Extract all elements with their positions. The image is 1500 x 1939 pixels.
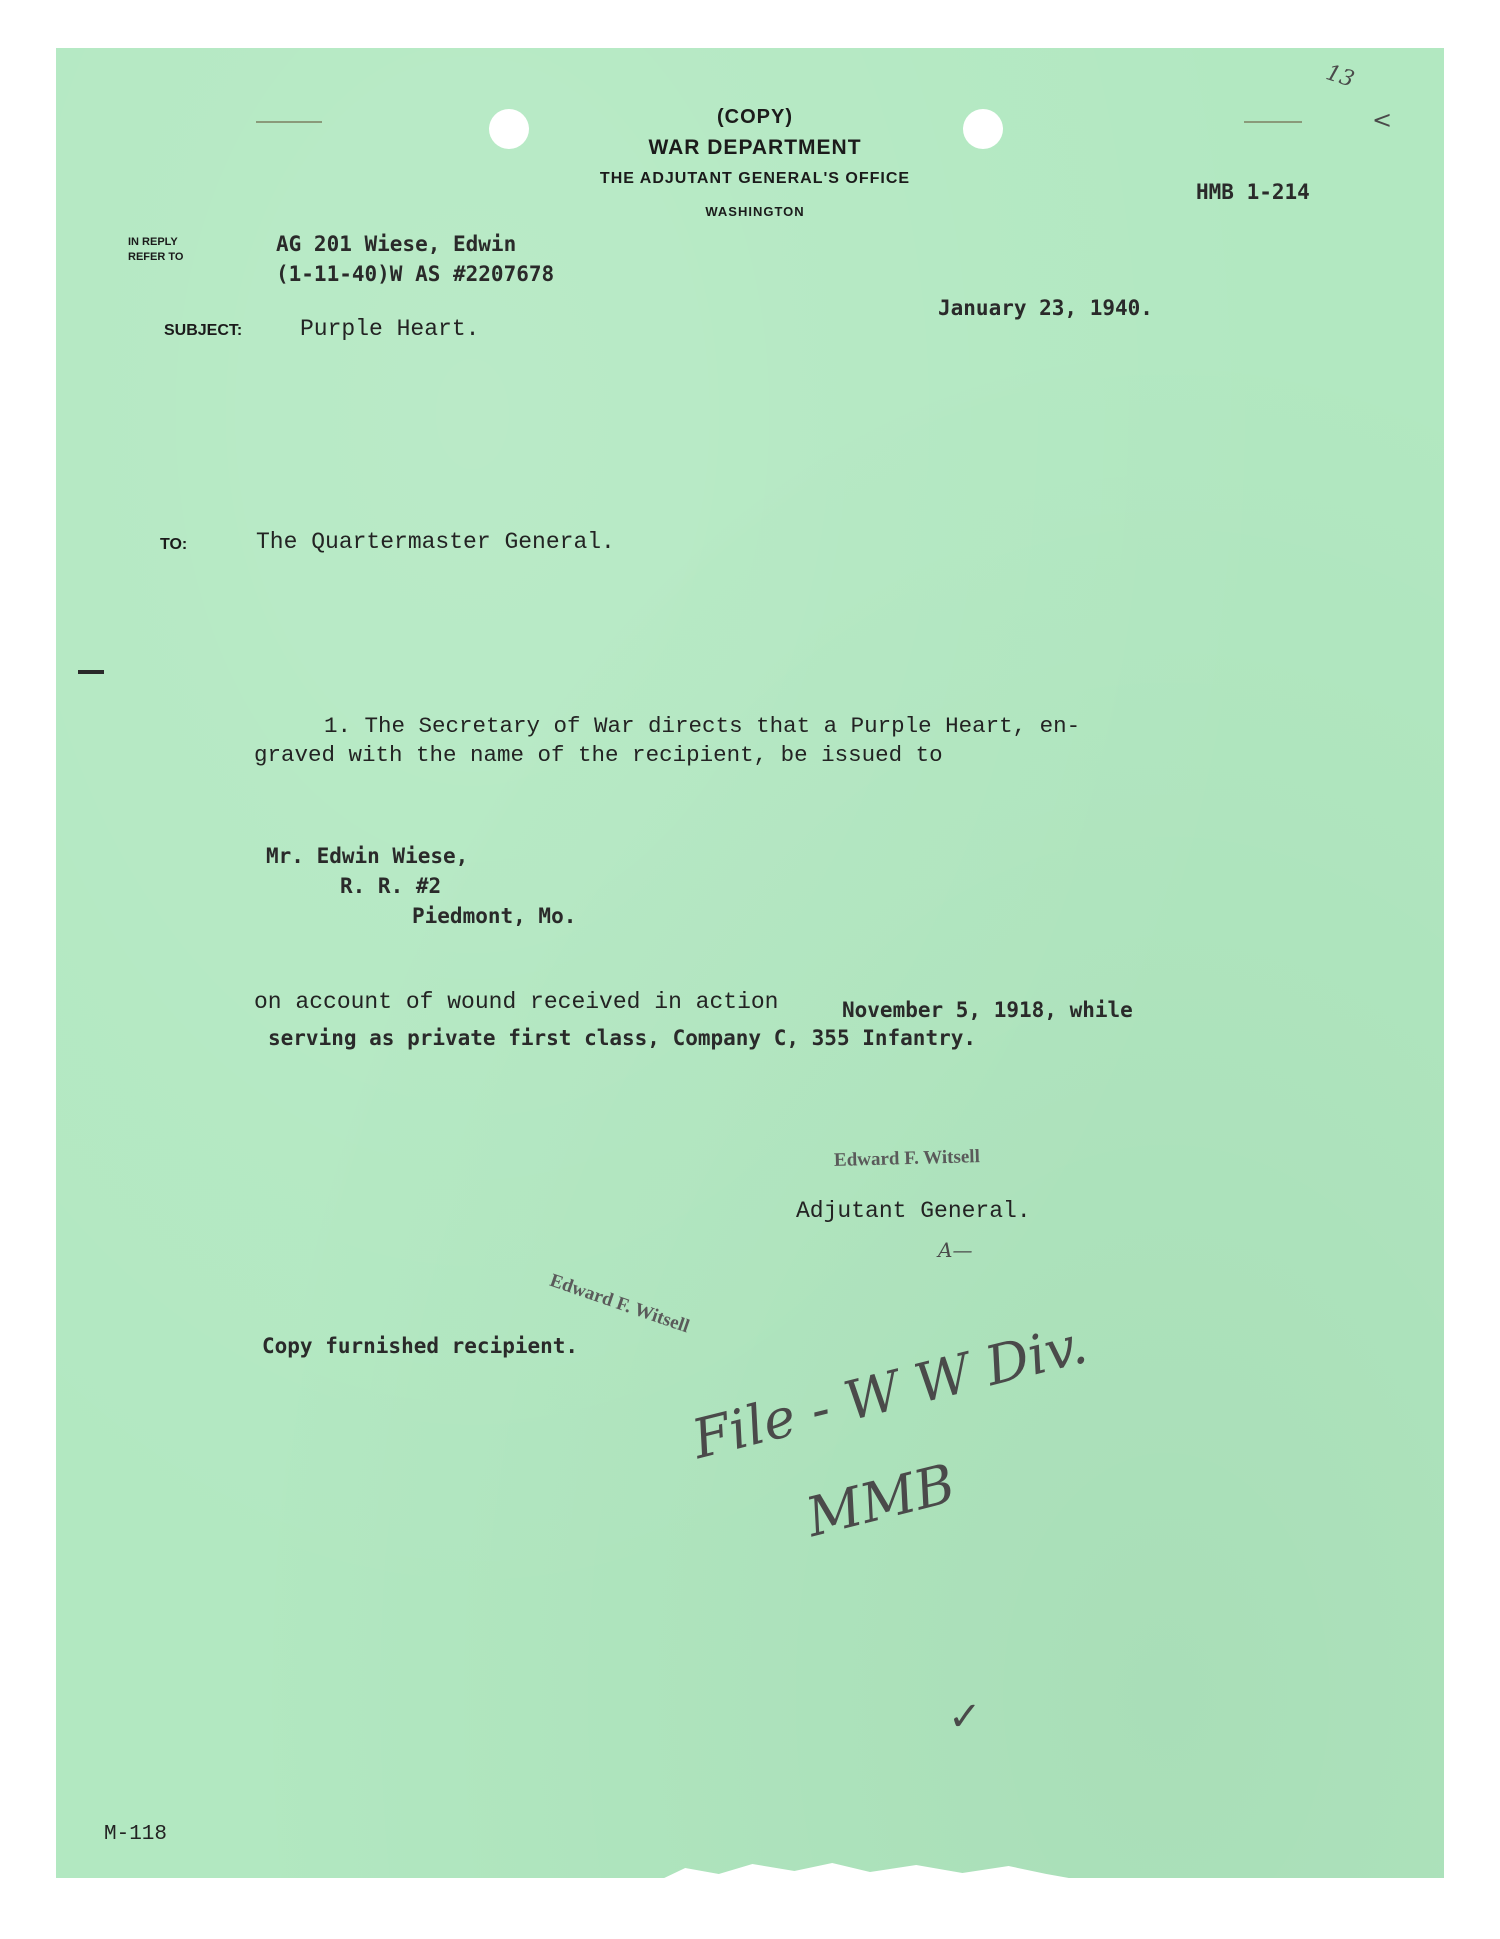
punch-hole-right <box>963 109 1003 149</box>
reply-label-line2: REFER TO <box>128 251 184 263</box>
edge-mark-right <box>1244 121 1302 123</box>
copy-furnished-note: Copy furnished recipient. <box>262 1334 579 1358</box>
city-title: WASHINGTON <box>705 204 805 219</box>
initial-mark: A— <box>938 1238 973 1262</box>
paragraph-1-line-1: 1. The Secretary of War directs that a Purple Heart, en- <box>324 713 1081 739</box>
handwritten-initials: MMB <box>800 1451 962 1550</box>
to-value: The Quartermaster General. <box>256 529 615 555</box>
recipient-city: Piedmont, Mo. <box>412 904 577 928</box>
paragraph-2-line-1-fill: November 5, 1918, while <box>842 998 1133 1022</box>
form-number: M-118 <box>104 1823 168 1846</box>
paragraph-2-line-1: on account of wound received in action <box>254 989 779 1015</box>
reply-label-line1: IN REPLY <box>128 236 178 248</box>
department-title: WAR DEPARTMENT <box>648 136 862 159</box>
subject-label: SUBJECT: <box>164 322 243 339</box>
corner-check-mark: < <box>1372 106 1393 134</box>
to-label: TO: <box>160 536 188 553</box>
paragraph-1-line-2: graved with the name of the recipient, be issued to <box>254 742 943 768</box>
margin-dash-mark <box>78 670 104 674</box>
subject-value: Purple Heart. <box>300 316 480 342</box>
office-title: THE ADJUTANT GENERAL'S OFFICE <box>599 170 911 187</box>
document-page <box>56 48 1444 1878</box>
letter-date: January 23, 1940. <box>938 296 1153 320</box>
corner-note: 13 <box>1322 60 1358 93</box>
punch-hole-left <box>489 109 529 149</box>
torn-edge <box>660 1860 1080 1880</box>
signature-stamp-rotated: Edward F. Witsell <box>547 1270 692 1338</box>
recipient-name: Mr. Edwin Wiese, <box>266 844 469 868</box>
handwritten-check-mark: ✓ <box>948 1694 982 1740</box>
signature-stamp: Edward F. Witsell <box>833 1146 981 1171</box>
reference-line-1: AG 201 Wiese, Edwin <box>276 232 517 256</box>
signature-title: Adjutant General. <box>796 1198 1031 1224</box>
paragraph-2-line-2: serving as private first class, Company C, 355 Infantry. <box>268 1026 977 1050</box>
edge-mark-left <box>256 121 322 123</box>
recipient-route: R. R. #2 <box>340 874 442 898</box>
handwritten-file-note: File - W W Div. <box>686 1312 1093 1472</box>
file-code: HMB 1-214 <box>1196 180 1310 204</box>
reference-line-2: (1-11-40)W AS #2207678 <box>276 262 555 286</box>
copy-label: (COPY) <box>717 106 793 128</box>
